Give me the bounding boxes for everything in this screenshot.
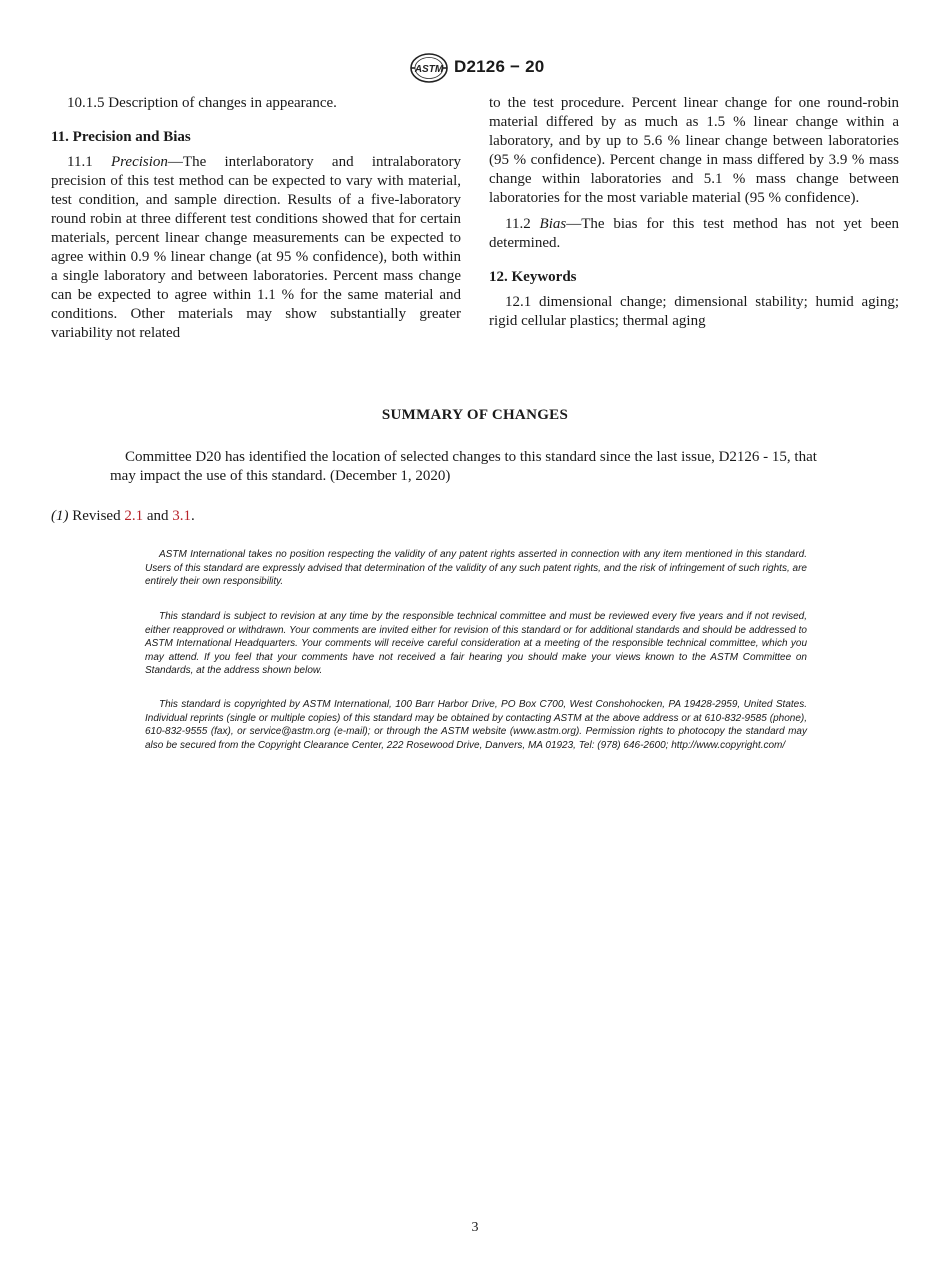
section-11-heading: 11. Precision and Bias [51,129,191,145]
paragraph-11-1-term: Precision [110,154,168,170]
link-section-2-1[interactable]: 2.1 [124,508,144,524]
paragraph-11-1 [51,153,461,343]
link-section-3-1[interactable]: 3.1 [172,508,191,524]
paragraph-12-1: 12.1 dimensional change; dimensional stability; humid aging; rigid cellular plastics; thermal aging [489,294,899,329]
paragraph-11-2-term: Bias [539,216,567,232]
revision-suffix: . [191,508,195,524]
left-column [51,94,461,343]
page-number: 3 [471,1220,479,1235]
astm-logo-icon [409,52,449,84]
revision-prefix: Revised [68,508,125,524]
paragraph-11-1-continued: to the test procedure. Percent linear change for one round-robin material differed by as much as 1.5 % linear change within a laboratory, and by up to 5.6 % linear change between laboratories (95 % confidence). Percent change in mass differed by 3.9 % mass change within laboratories and 5.1 % mass change between laboratories for the most variable material (95 % confidence). [489,95,899,206]
right-column [489,94,899,331]
paragraph-11-1-text: —The interlaboratory and intralaboratory precision of this test method can be expected to vary with material, test condition, and sample direction. Results of a five-laboratory round robin at three different test conditions showed that for certain materials, percent linear change measurements can be expected to agree within 0.9 % linear change (at 95 % confidence), both within a single laboratory and between laboratories. Percent mass change can be expected to agree within 1.1 % for the same material and conditions. Other materials may show substantially greater variability not related [51,154,461,341]
paragraph-11-1-number: 11.1 [67,154,111,170]
document-designation: D2126 − 20 [454,57,545,76]
item-10-1-5: 10.1.5 Description of changes in appearance. [67,95,337,111]
copyright-notice: This standard is copyrighted by ASTM International, 100 Barr Harbor Drive, PO Box C700, West Conshohocken, PA 19428-2959, United States. Individual reprints (single or multiple copies) of this standard may be obtained by contacting ASTM at the above address or at 610-832-9585 (phone), 610-832-9555 (fax), or service@astm.org (e-mail); or through the ASTM website (www.astm.org). Permission rights to photocopy the standard may also be secured from the Copyright Clearance Center, 222 Rosewood Drive, Danvers, MA 01923, Tel: (978) 646-2600; http://www.copyright.com/ [145,699,807,751]
paragraph-11-2-text: —The bias for this test method has not yet been determined. [489,216,899,251]
revision-line [51,508,195,525]
summary-of-changes-title: SUMMARY OF CHANGES [381,407,569,423]
section-12-heading: 12. Keywords [489,269,577,285]
page-header [0,52,950,86]
summary-of-changes-body: Committee D20 has identified the location of selected changes to this standard since the last issue, D2126 - 15, that may impact the use of this standard. (December 1, 2020) [110,449,817,484]
paragraph-11-2-number: 11.2 [505,216,540,232]
revision-and: and [143,508,173,524]
revision-number: (1) [51,508,69,524]
patent-notice: ASTM International takes no position respecting the validity of any patent rights asserted in connection with any item mentioned in this standard. Users of this standard are expressly advised that determination of the validity of any such patent rights, and the risk of infringement of such rights, are entirely their own responsibility. [145,549,807,587]
svg-text:ASTM: ASTM [414,64,444,75]
paragraph-11-2 [489,215,899,253]
revision-notice: This standard is subject to revision at any time by the responsible technical committee and must be reviewed every five years and if not revised, either reapproved or withdrawn. Your comments are invited either for revision of this standard or for additional standards and should be addressed to ASTM International Headquarters. Your comments will receive careful consideration at a meeting of the responsible technical committee, which you may attend. If you feel that your comments have not received a fair hearing you should make your views known to the ASTM Committee on Standards, at the address shown below. [145,611,807,676]
